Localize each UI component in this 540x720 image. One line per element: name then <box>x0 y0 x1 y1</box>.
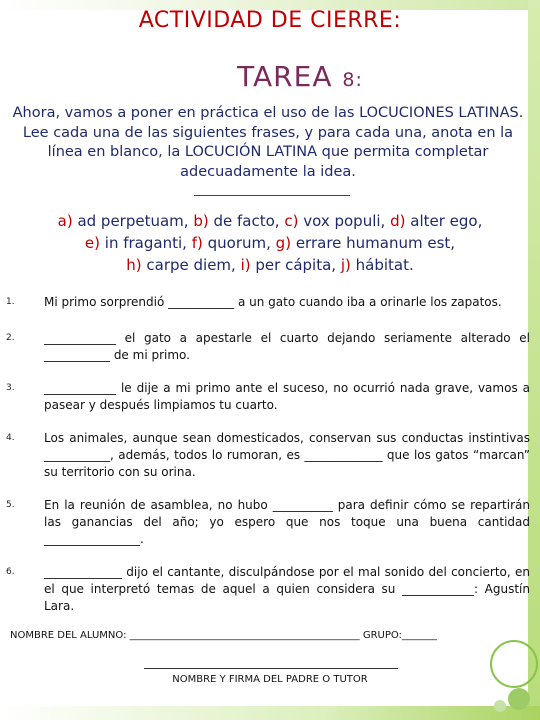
option-e <box>85 234 187 252</box>
item-number: 6. <box>6 567 15 577</box>
option-letter: h) <box>126 256 142 274</box>
option-letter: j) <box>340 256 351 274</box>
option-i <box>241 256 336 274</box>
option-h <box>126 256 236 274</box>
item-sentence: Los animales, aunque sean domesticados, conservan sus conductas instintivas ___________, además, todos lo rumoran, es _____________ que los gatos “marcan” su territorio con su orina. <box>44 431 530 479</box>
option-letter: b) <box>193 212 209 230</box>
option-letter: e) <box>84 234 101 252</box>
option-f <box>192 234 271 252</box>
options-list <box>14 210 526 276</box>
option-b <box>193 212 279 230</box>
student-name-field[interactable]: NOMBRE DEL ALUMNO: ______________________________________________ GRUPO:_______ <box>10 630 437 641</box>
decorative-dot-icon <box>508 688 530 710</box>
option-text: hábitat. <box>355 256 414 274</box>
option-text: de facto, <box>213 212 280 230</box>
option-text: quorum, <box>207 234 271 252</box>
option-a <box>58 212 189 230</box>
item-number: 2. <box>6 333 15 343</box>
option-text: per cápita, <box>255 256 337 274</box>
option-text: ad perpetuam, <box>77 212 189 230</box>
option-text: in fraganti, <box>104 234 187 252</box>
task-number: 8: <box>342 69 363 91</box>
option-g <box>276 234 455 252</box>
item-number: 4. <box>6 433 15 443</box>
item-sentence: ____________ le dije a mi primo ante el suceso, no ocurrió nada grave, vamos a pasear y después limpiamos tu cuarto. <box>44 381 530 412</box>
signature-label: NOMBRE Y FIRMA DEL PADRE O TUTOR <box>172 674 368 685</box>
item-sentence: _____________ dijo el cantante, disculpándose por el mal sonido del concierto, en el que interpretó temas de aquel a quien considera su ____________: Agustín Lara. <box>44 565 530 613</box>
item-sentence: En la reunión de asamblea, no hubo __________ para definir cómo se repartirán las ganancias del año; yo espero que nos toque una buena cantidad ________________. <box>44 498 530 546</box>
option-d <box>390 212 482 230</box>
item-number: 3. <box>6 383 15 393</box>
task-heading <box>0 60 540 93</box>
task-label: TAREA <box>237 60 333 93</box>
item-number: 5. <box>6 500 15 510</box>
option-text: vox populi, <box>303 212 386 230</box>
item-number: 1. <box>6 297 15 307</box>
page-title: ACTIVIDAD DE CIERRE: <box>138 8 402 33</box>
separator-line <box>194 195 350 196</box>
option-letter: f) <box>191 234 203 252</box>
option-letter: d) <box>390 212 406 230</box>
option-text: errare humanum est, <box>295 234 456 252</box>
option-letter: c) <box>284 212 299 230</box>
option-letter: a) <box>57 212 73 230</box>
option-letter: g) <box>275 234 292 252</box>
option-j <box>341 256 414 274</box>
item-sentence: Mi primo sorprendió ___________ a un gato cuando iba a orinarle los zapatos. <box>44 295 502 309</box>
option-c <box>284 212 385 230</box>
option-text: alter ego, <box>410 212 483 230</box>
option-text: carpe diem, <box>146 256 236 274</box>
signature-line[interactable] <box>144 668 398 669</box>
decorative-dot-small-icon <box>494 700 506 712</box>
instructions-paragraph: Ahora, vamos a poner en práctica el uso de las LOCUCIONES LATINAS. Lee cada una de las siguientes frases, y para cada una, anota en la línea en blanco, la LOCUCIÓN LATINA que permita completar adecuadamente la idea. <box>12 105 524 180</box>
item-sentence: ____________ el gato a apestarle el cuarto dejando seriamente alterado el ___________ de mi primo. <box>44 331 530 362</box>
option-letter: i) <box>240 256 251 274</box>
bottom-border-decoration <box>0 706 540 720</box>
